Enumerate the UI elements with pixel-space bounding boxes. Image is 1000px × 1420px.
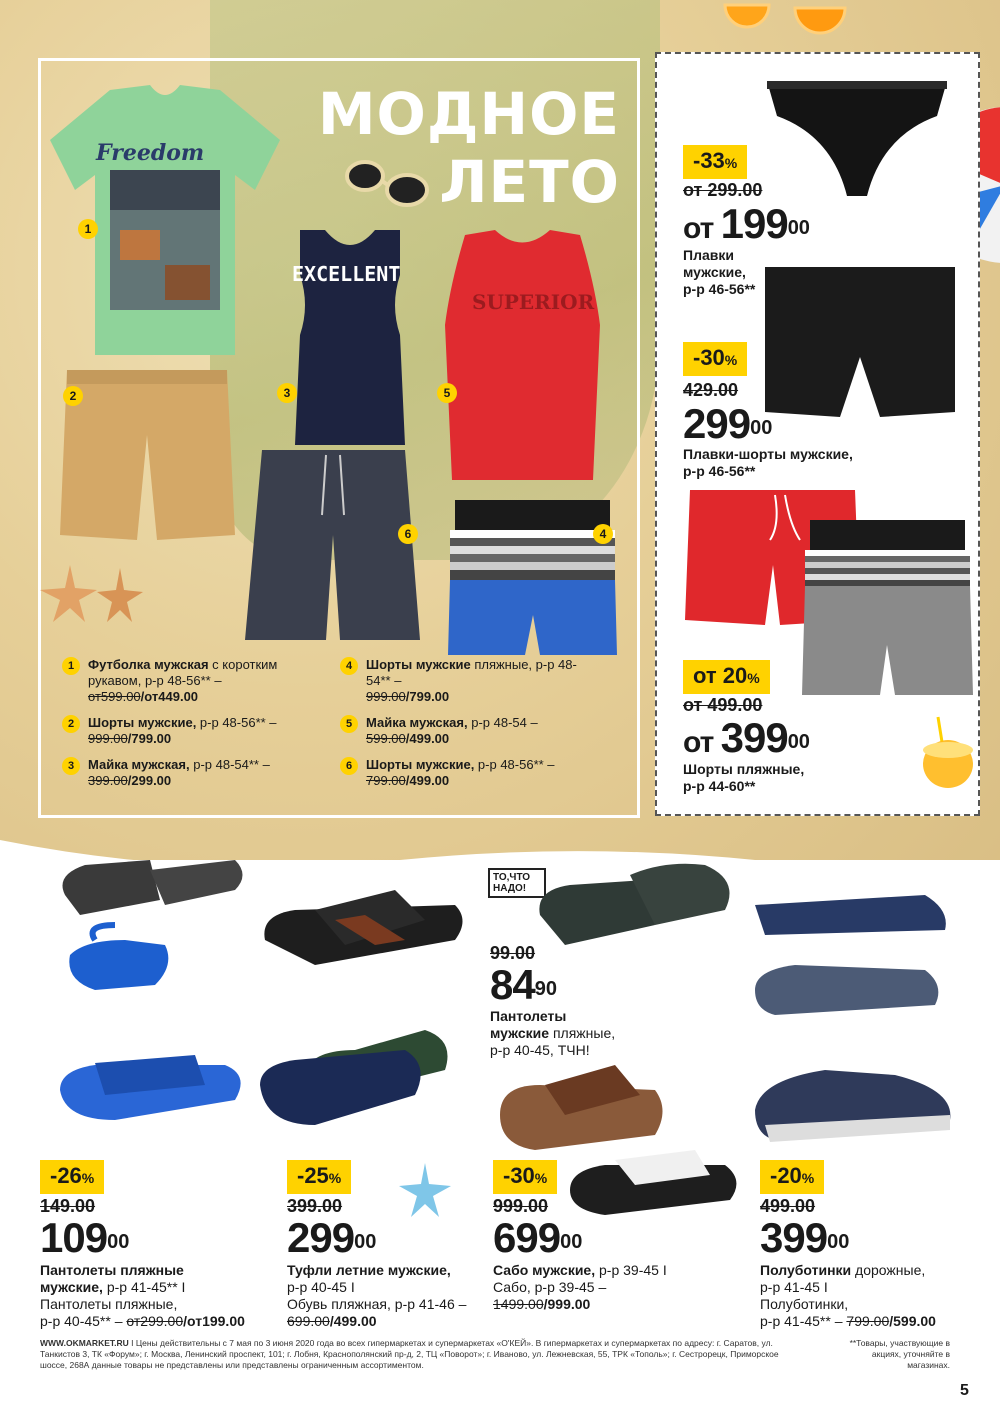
swim-3-price: от $399^{00}$ [683, 714, 810, 761]
pantolety-description: Пантолеты мужские пляжные, р-р 40-45, ТЧН! [490, 1008, 616, 1058]
swim-1-old-price: от 299.00 [683, 180, 763, 200]
swim-2-description: Плавки-шорты мужские, р-р 46-56** [683, 446, 853, 479]
tshirt-1-print: Freedom [96, 140, 205, 166]
swim-3-old-price: от 499.00 [683, 695, 763, 715]
tchn-logo: ТО,ЧТО НАДО! [488, 868, 546, 898]
legend-item-3: 3 Майка мужская, р-р 48-54** – 399.00/299.00 [62, 757, 312, 789]
footwear-1-price: $109^{00}$ [40, 1214, 130, 1261]
legend-item-6: 6 Шорты мужские, р-р 48-56** – 799.00/499.00 [340, 757, 590, 789]
slides-black-blue-image [55, 845, 255, 1155]
swim-2-discount-badge: -30% [683, 342, 747, 376]
legend-item-4: 4 Шорты мужские пляжные, р-р 48-54** – 999.00/799.00 [340, 657, 590, 705]
footwear-2-description: Туфли летние мужские, р-р 40-45 І Обувь пляжная, р-р 41-46 – 699.00/499.00 [287, 1262, 467, 1329]
legal-footer: WWW.OKMARKET.RU І Цены действительны с 7 мая по 3 июня 2020 года во всех гипермаркетах и супермаркетах «О'КЕЙ». В гипермаркетах и супермаркетах по адресу: г. Саратов, ул. Танкистов 3, ТК «Форум»; г. Москва, Ленинский проспект, 101; г. Лобня, Краснополянский пр-д, 2, ТЦ «Поворот»; г. Иваново, ул. Лежневская, 55, ТРК «Тополь»; г. Сестрорецк, Приморское шоссе, 268А данные товары не представлены или представлены ограниченным ассортиментом. [40, 1338, 779, 1370]
item-number-4: 4 [593, 524, 613, 544]
footwear-4-old-price: 499.00 [760, 1196, 816, 1216]
page-number: 5 [960, 1382, 969, 1399]
footwear-2-old-price: 399.00 [287, 1196, 343, 1216]
legend-item-1: 1 Футболка мужская с коротким рукавом, р-р 48-56** – от599.00/от449.00 [62, 657, 312, 705]
swim-1-description: Плавки мужские, р-р 46-56** [683, 247, 756, 297]
footwear-1-discount-badge: -26% [40, 1160, 104, 1194]
sunglasses-image [345, 158, 435, 213]
footwear-1-description: Пантолеты пляжные мужские, р-р 41-45** І Пантолеты пляжные, р-р 40-45** – от299.00/от199.00 [40, 1262, 245, 1329]
shorts-4-image [445, 495, 620, 660]
footwear-4-price: $399^{00}$ [760, 1214, 850, 1261]
pantolety-price: $84^{90}$ [490, 961, 557, 1008]
pantolety-dark-image [535, 855, 745, 980]
swim-2-old-price: 429.00 [683, 380, 739, 400]
headline-line-2: ЛЕТО [439, 148, 620, 216]
apparel-legend-left [62, 657, 312, 799]
footwear-2-price: $299^{00}$ [287, 1214, 377, 1261]
polubotinki-image [745, 880, 960, 1155]
apparel-legend-right [340, 657, 590, 799]
item-number-6: 6 [398, 524, 418, 544]
site-link[interactable]: WWW.OKMARKET.RU [40, 1338, 129, 1348]
swim-2-price: $299^{00}$ [683, 400, 773, 447]
shorts-6-image [240, 445, 425, 645]
tshirt-1-image [40, 80, 290, 360]
legend-item-2: 2 Шорты мужские, р-р 48-56** – 999.00/799.00 [62, 715, 312, 747]
item-number-5: 5 [437, 383, 457, 403]
footer-note: **Товары, участвующие в акциях, уточняйте в магазинах. [849, 1338, 950, 1370]
blue-starfish-image [395, 1160, 455, 1220]
tank-3-image [280, 225, 420, 450]
pantolety-old-price: 99.00 [490, 943, 536, 963]
footwear-4-description: Полуботинки дорожные, р-р 41-45 І Полуботинки, р-р 41-45** – 799.00/599.00 [760, 1262, 936, 1329]
swim-3-discount-badge: от 20% [683, 660, 770, 694]
tank-5-image [435, 225, 610, 485]
footwear-1-old-price: 149.00 [40, 1196, 96, 1216]
swim-1-discount-badge: -33% [683, 145, 747, 179]
juice-glass-image [918, 712, 978, 792]
footwear-3-old-price: 999.00 [493, 1196, 549, 1216]
swim-3-description: Шорты пляжные, р-р 44-60** [683, 761, 805, 794]
mens-summer-shoes-image [255, 870, 475, 1150]
orange-slices-image [715, 0, 855, 45]
item-number-3: 3 [277, 383, 297, 403]
swim-1-price: от $199^{00}$ [683, 200, 810, 247]
footwear-2-discount-badge: -25% [287, 1160, 351, 1194]
swim-briefs-image [762, 76, 952, 201]
legend-item-5: 5 Майка мужская, р-р 48-54 – 599.00/499.00 [340, 715, 590, 747]
footwear-3-description: Сабо мужские, р-р 39-45 І Сабо, р-р 39-45 – 1499.00/999.00 [493, 1262, 667, 1312]
swim-trunks-image [760, 262, 960, 422]
footwear-3-discount-badge: -30% [493, 1160, 557, 1194]
shorts-2-image [55, 365, 240, 545]
item-number-1: 1 [78, 219, 98, 239]
footwear-4-discount-badge: -20% [760, 1160, 824, 1194]
footwear-3-price: $699^{00}$ [493, 1214, 583, 1261]
item-number-2: 2 [63, 386, 83, 406]
tank-3-print: EXCELLENT [292, 262, 401, 286]
starfish-image [35, 560, 145, 630]
headline-line-1: МОДНОЕ [317, 80, 620, 148]
tank-5-print: SUPERIOR [472, 290, 595, 314]
